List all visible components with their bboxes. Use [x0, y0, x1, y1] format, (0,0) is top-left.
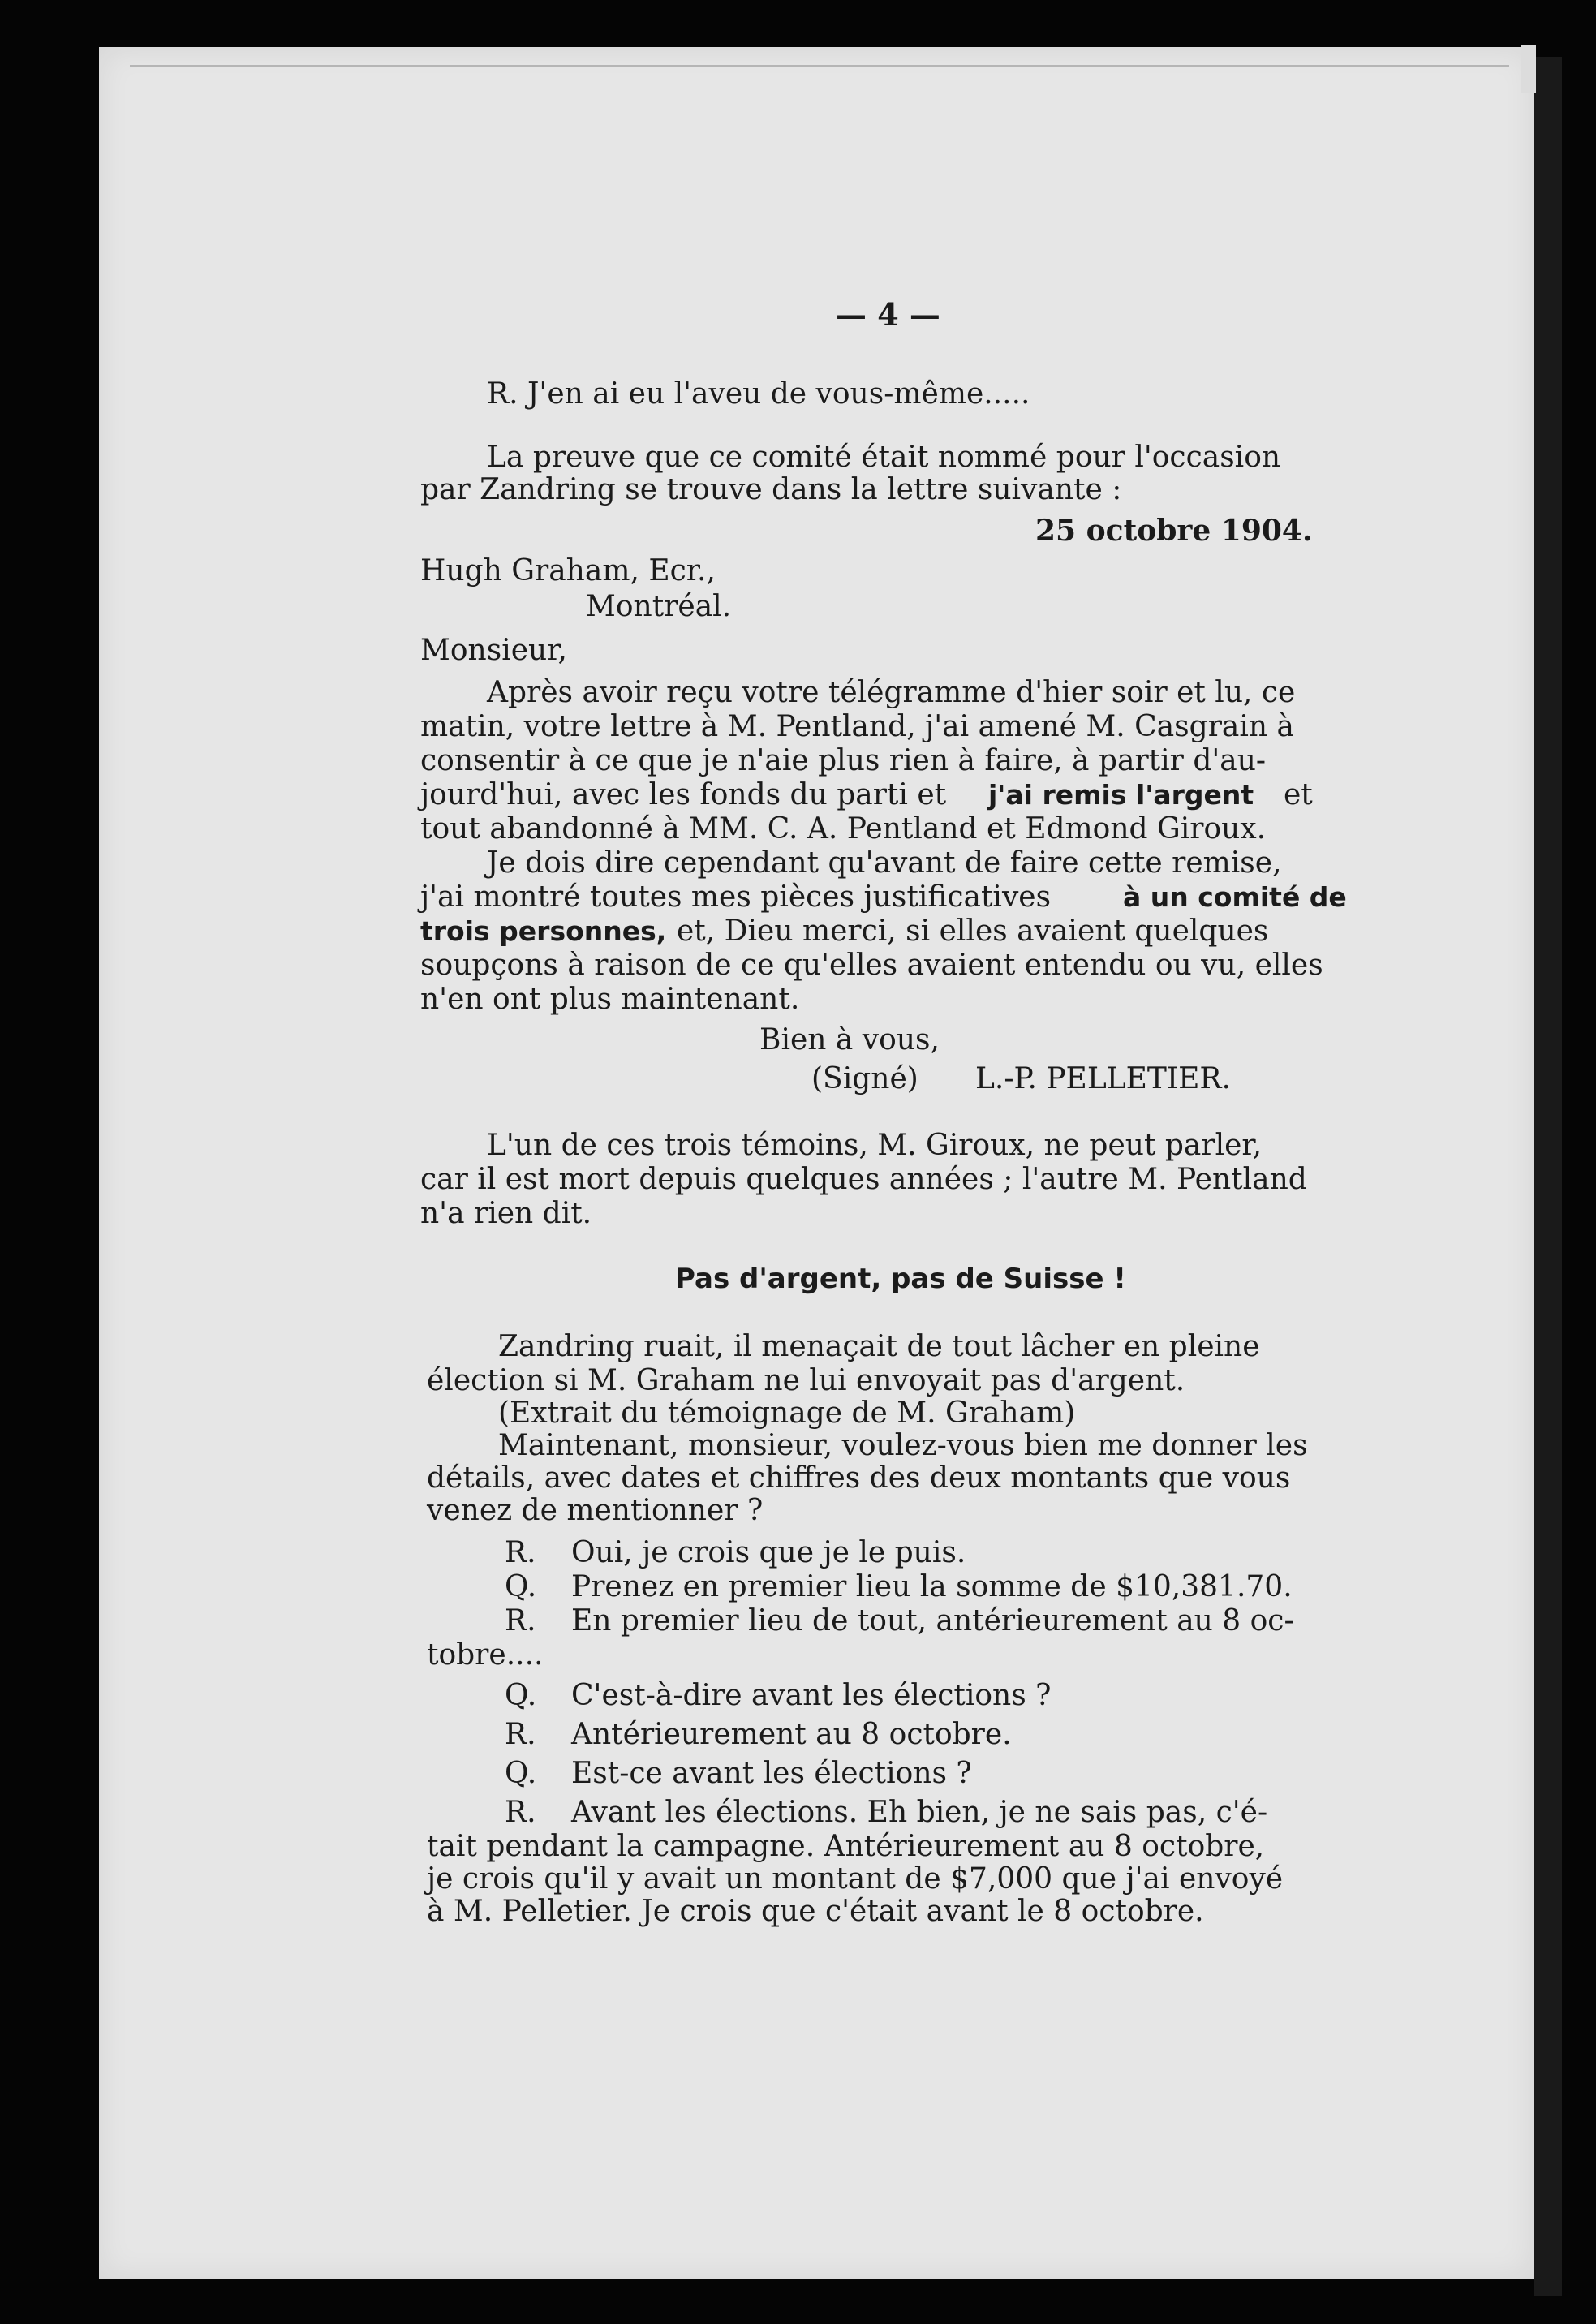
- final-line: je crois qu'il y avait un montant de $7,000 que j'ai envoyé: [427, 1862, 1284, 1896]
- intro-line: La preuve que ce comité était nommé pour l'occasion: [487, 441, 1281, 474]
- letter-line: soupçons à raison de ce qu'elles avaient entendu ou vu, elles: [420, 949, 1323, 982]
- dialogue-continuation: tobre....: [427, 1638, 544, 1672]
- letter-line: tout abandonné à MM. C. A. Pentland et Edmond Giroux.: [420, 812, 1267, 846]
- letter-line: j'ai montré toutes mes pièces justificatives: [420, 880, 1052, 914]
- witness-line: car il est mort depuis quelques années ; l'autre M. Pentland: [420, 1163, 1307, 1196]
- letter-emphasis: à un comité de: [1123, 881, 1347, 913]
- witness-line: n'a rien dit.: [420, 1197, 592, 1230]
- letter-line: et, Dieu merci, si elles avaient quelques: [677, 915, 1269, 948]
- dialogue-text: En premier lieu de tout, antérieurement au 8 oc-: [571, 1604, 1294, 1638]
- section-line: venez de mentionner ?: [427, 1494, 764, 1527]
- letter-line: matin, votre lettre à M. Pentland, j'ai amené M. Casgrain à: [420, 710, 1294, 743]
- letter-signed-label: (Signé): [811, 1062, 918, 1095]
- letter-salutation: Monsieur,: [420, 634, 567, 667]
- page-corner: [1521, 45, 1536, 93]
- dialogue-speaker: R.: [505, 1718, 536, 1751]
- dialogue-speaker: R.: [505, 1796, 536, 1829]
- final-line: tait pendant la campagne. Antérieurement au 8 octobre,: [427, 1830, 1265, 1863]
- dialogue-speaker: R.: [505, 1604, 536, 1638]
- section-line: (Extrait du témoignage de M. Graham): [498, 1397, 1076, 1430]
- dialogue-speaker: R.: [505, 1536, 536, 1569]
- letter-signature: L.-P. PELLETIER.: [975, 1062, 1231, 1095]
- dialogue-text: C'est-à-dire avant les élections ?: [571, 1679, 1052, 1712]
- letter-line: n'en ont plus maintenant.: [420, 983, 800, 1016]
- intro-line: par Zandring se trouve dans la lettre suivante :: [420, 473, 1122, 506]
- dialogue-text: Prenez en premier lieu la somme de $10,381.70.: [571, 1570, 1293, 1603]
- letter-closing: Bien à vous,: [759, 1023, 940, 1057]
- letter-line: jourd'hui, avec les fonds du parti et: [420, 778, 947, 811]
- letter-line: et: [1284, 778, 1313, 811]
- letter-addressee-name: Hugh Graham, Ecr.,: [420, 554, 716, 587]
- section-line: Zandring ruait, il menaçait de tout lâcher en pleine: [498, 1330, 1260, 1363]
- section-line: détails, avec dates et chiffres des deux montants que vous: [427, 1461, 1291, 1495]
- letter-emphasis: trois personnes,: [420, 915, 667, 947]
- section-line: élection si M. Graham ne lui envoyait pas d'argent.: [427, 1364, 1185, 1397]
- dialogue-text: Antérieurement au 8 octobre.: [571, 1718, 1012, 1751]
- section-line: Maintenant, monsieur, voulez-vous bien me donner les: [498, 1429, 1308, 1462]
- witness-line: L'un de ces trois témoins, M. Giroux, ne peut parler,: [487, 1129, 1263, 1162]
- dialogue-speaker: Q.: [505, 1757, 537, 1790]
- letter-line: Je dois dire cependant qu'avant de faire cette remise,: [487, 846, 1282, 880]
- dialogue-speaker: Q.: [505, 1679, 537, 1712]
- page-number: — 4 —: [836, 296, 940, 333]
- scan-border: [1534, 57, 1562, 2296]
- letter-date: 25 octobre 1904.: [1035, 514, 1313, 548]
- opening-reply: R. J'en ai eu l'aveu de vous-même.....: [487, 377, 1030, 411]
- letter-line: consentir à ce que je n'aie plus rien à faire, à partir d'au-: [420, 744, 1267, 777]
- dialogue-text: Avant les élections. Eh bien, je ne sais pas, c'é-: [571, 1796, 1268, 1829]
- letter-emphasis: j'ai remis l'argent: [988, 779, 1254, 811]
- section-heading: Pas d'argent, pas de Suisse !: [675, 1263, 1126, 1295]
- letter-line: Après avoir reçu votre télégramme d'hier soir et lu, ce: [487, 676, 1296, 709]
- dialogue-speaker: Q.: [505, 1570, 537, 1603]
- dialogue-text: Est-ce avant les élections ?: [571, 1757, 972, 1790]
- dialogue-text: Oui, je crois que je le puis.: [571, 1536, 966, 1569]
- page-top-rule: [130, 65, 1509, 67]
- letter-addressee-city: Montréal.: [586, 590, 732, 623]
- final-line: à M. Pelletier. Je crois que c'était avant le 8 octobre.: [427, 1895, 1204, 1928]
